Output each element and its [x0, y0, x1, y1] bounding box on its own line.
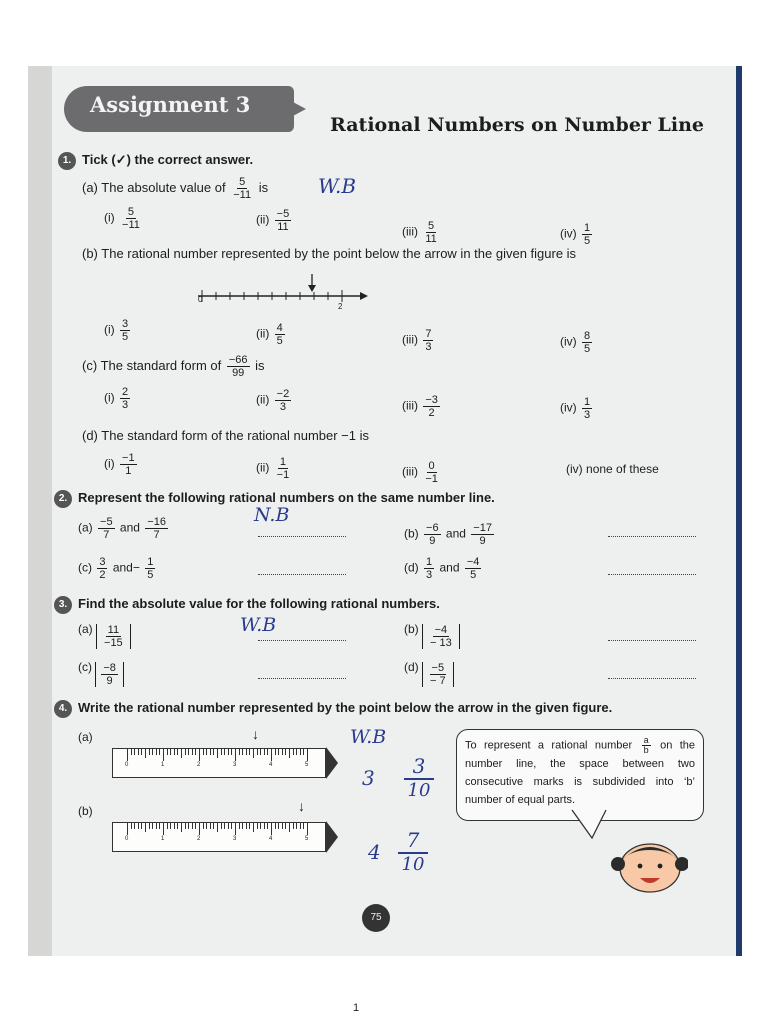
q1b-line-end: 2 [338, 302, 343, 311]
ruler-tick [303, 749, 304, 755]
q1b-option-iii[interactable]: (iii) $\frac{7}{3}$ [402, 328, 432, 353]
ruler-tick [145, 749, 146, 758]
ruler-tick [188, 823, 189, 829]
q1b-option-i[interactable]: (i) $\frac{3}{5}$ [104, 318, 129, 343]
q1a-option-i[interactable]: (i) $\frac{5}{-11}$ [104, 206, 140, 231]
q4a-label: (a) [78, 730, 93, 744]
worksheet-page [28, 66, 742, 956]
ruler-tick [242, 749, 243, 755]
ruler-tick [289, 749, 290, 758]
q4b-ruler-label-1: 1 [161, 836, 165, 842]
ruler-tick [127, 823, 128, 835]
q3c-answer-line[interactable] [258, 666, 346, 679]
q4a-ruler-label-0: 0 [125, 762, 129, 768]
ruler-tick [231, 823, 232, 829]
q1c-prompt: (c) The standard form of $\frac{-66}{99}$ is [82, 354, 265, 379]
ruler-tick [282, 823, 283, 829]
q1b-number-line [194, 272, 374, 316]
ruler-tick [174, 749, 175, 755]
q4b-ruler-label-5: 5 [305, 836, 309, 842]
q4a-ruler-label-4: 4 [269, 762, 273, 768]
ruler-tick [195, 749, 196, 755]
q1b-option-iv[interactable]: (iv) $\frac{8}{5}$ [560, 330, 591, 355]
q1c-option-ii[interactable]: (ii) $\frac{-2}{3}$ [256, 388, 290, 413]
q2b-expression: (b) $\frac{-6}{9}$ and $\frac{-17}{9}$ [404, 522, 492, 547]
ruler-tick [134, 749, 135, 755]
ruler-tick [296, 823, 297, 829]
ruler-tick [253, 749, 254, 758]
ruler-tick [296, 749, 297, 755]
ruler-tick [174, 823, 175, 829]
ruler-tick [152, 823, 153, 829]
ruler-tick [235, 749, 236, 761]
q4b-answer-num: 7 [398, 828, 428, 854]
ruler-tick [206, 749, 207, 755]
ruler-tick [307, 823, 308, 835]
ruler-tick [210, 749, 211, 755]
q3b-expression: (b) $\frac{-4}{- 13}$ [404, 622, 460, 649]
ruler-tick [271, 823, 272, 835]
ruler-tick [170, 823, 171, 829]
q2d-answer-line[interactable] [608, 562, 696, 575]
ruler-tick [167, 749, 168, 755]
ruler-tick [213, 749, 214, 755]
ruler-tick [260, 823, 261, 829]
ruler-tick [249, 823, 250, 829]
q1a-prompt: (a) The absolute value of $\frac{5}{-11}$ is [82, 176, 269, 201]
ruler-tick [217, 749, 218, 758]
ruler-tick [228, 823, 229, 829]
q4a-ruler [112, 748, 326, 778]
ruler-tick [249, 749, 250, 755]
ruler-tick [264, 749, 265, 755]
mascot-girl-icon [558, 806, 688, 896]
ruler-tick [260, 749, 261, 755]
ruler-tick [152, 749, 153, 755]
question-4-heading: Write the rational number represented by the point below the arrow in the given figure. [78, 700, 613, 715]
ruler-tick [177, 749, 178, 755]
question-4-number: 4. [54, 700, 72, 718]
ruler-tick [149, 749, 150, 755]
q1c-option-i[interactable]: (i) $\frac{2}{3}$ [104, 386, 129, 411]
ruler-tick [156, 823, 157, 829]
ruler-tick [267, 823, 268, 829]
q4b-ruler-label-2: 2 [197, 836, 201, 842]
ruler-tick [159, 749, 160, 755]
q1c-option-iii[interactable]: (iii) $\frac{-3}{2}$ [402, 394, 438, 419]
ruler-tick [228, 749, 229, 755]
q4b-answer-whole: 4 [368, 840, 381, 864]
q4b-ruler-end [326, 821, 338, 853]
ruler-tick [278, 823, 279, 829]
ruler-tick [267, 749, 268, 755]
ruler-tick [141, 749, 142, 755]
ruler-tick [131, 749, 132, 755]
ruler-tick [307, 749, 308, 761]
footer-number: 1 [353, 1002, 360, 1014]
q1a-option-ii[interactable]: (ii) $\frac{-5}{11}$ [256, 208, 290, 233]
ruler-tick [278, 749, 279, 755]
q2a-handwritten-note: N.B [254, 504, 290, 526]
chapter-title: Rational Numbers on Number Line [330, 114, 705, 136]
hint-callout: To represent a rational number $\frac{a}{b}$ on the number line, the space between two consecutive marks is subdivided into ‘b’ number of equal parts. [456, 729, 704, 821]
ruler-tick [271, 749, 272, 761]
ruler-tick [264, 823, 265, 829]
page-edge [736, 66, 742, 956]
ruler-tick [224, 823, 225, 829]
ruler-tick [141, 823, 142, 829]
q1a-option-iii[interactable]: (iii) $\frac{5}{11}$ [402, 220, 437, 245]
ruler-tick [199, 749, 200, 761]
ruler-tick [239, 823, 240, 829]
q4b-answer-den: 10 [401, 854, 425, 875]
previous-page-edge [28, 66, 52, 956]
ruler-tick [246, 823, 247, 829]
ruler-tick [300, 823, 301, 829]
q4a-ruler-label-1: 1 [161, 762, 165, 768]
q1d-option-iv[interactable]: (iv) none of these [566, 462, 659, 476]
q4a-answer-den: 10 [407, 780, 431, 801]
question-3-number: 3. [54, 596, 72, 614]
ruler-tick [188, 749, 189, 755]
ruler-tick [224, 749, 225, 755]
ruler-tick [127, 749, 128, 761]
ruler-tick [235, 823, 236, 835]
q2b-answer-line[interactable] [608, 524, 696, 537]
q1d-option-i[interactable]: (i) $\frac{-1}{1}$ [104, 452, 135, 477]
q3d-expression: (d) $\frac{-5}{- 7}$ [404, 660, 454, 687]
question-2-heading: Represent the following rational numbers on the same number line. [78, 490, 495, 505]
q4a-answer-num: 3 [404, 754, 434, 780]
ruler-tick [275, 749, 276, 755]
ruler-tick [213, 823, 214, 829]
ruler-tick [181, 749, 182, 758]
ruler-tick [177, 823, 178, 829]
q2a-answer-line[interactable] [258, 524, 346, 537]
q1d-prompt: (d) The standard form of the rational number −1 is [82, 428, 370, 443]
q3d-answer-line[interactable] [608, 666, 696, 679]
q4b-ruler [112, 822, 326, 852]
q1b-prompt: (b) The rational number represented by the point below the arrow in the given figure is [82, 246, 577, 261]
ruler-tick [156, 749, 157, 755]
q4a-answer-whole: 3 [362, 766, 375, 790]
q1b-option-ii[interactable]: (ii) $\frac{4}{5}$ [256, 322, 283, 347]
ruler-tick [257, 749, 258, 755]
q4a-arrow-icon: ↓ [252, 726, 259, 742]
ruler-tick [203, 823, 204, 829]
ruler-tick [192, 823, 193, 829]
ruler-tick [210, 823, 211, 829]
ruler-tick [246, 749, 247, 755]
ruler-tick [239, 749, 240, 755]
q1c-option-iv[interactable]: (iv) $\frac{1}{3}$ [560, 396, 591, 421]
ruler-tick [163, 749, 164, 761]
ruler-tick [285, 823, 286, 829]
q3b-answer-line[interactable] [608, 628, 696, 641]
ruler-tick [242, 823, 243, 829]
ruler-tick [203, 749, 204, 755]
ruler-tick [185, 823, 186, 829]
ruler-tick [192, 749, 193, 755]
ruler-tick [253, 823, 254, 832]
page-number: 75 [362, 904, 390, 932]
question-3-heading: Find the absolute value for the following rational numbers. [78, 596, 440, 611]
ruler-tick [159, 823, 160, 829]
q2c-answer-line[interactable] [258, 562, 346, 575]
question-1-heading: Tick (✓) the correct answer. [82, 152, 254, 167]
q4b-label: (b) [78, 804, 93, 818]
q3a-handwritten-note: W.B [240, 614, 277, 636]
ruler-tick [138, 823, 139, 829]
ruler-tick [185, 749, 186, 755]
q4a-handwritten-note: W.B [350, 726, 387, 748]
q1a-handwritten-note: W.B [318, 174, 357, 198]
ruler-tick [149, 823, 150, 829]
ruler-tick [131, 823, 132, 829]
q1d-option-iii[interactable]: (iii) $\frac{0}{-1}$ [402, 460, 438, 485]
q1d-option-ii[interactable]: (ii) $\frac{1}{-1}$ [256, 456, 290, 481]
q4b-ruler-label-0: 0 [125, 836, 129, 842]
q4a-ruler-label-3: 3 [233, 762, 237, 768]
q1b-line-start: 0 [198, 295, 203, 304]
ruler-tick [303, 823, 304, 829]
q4a-ruler-end [326, 747, 338, 779]
question-1-number: 1. [58, 152, 76, 170]
q3c-expression: (c) $\frac{-8}{9}$ [78, 660, 124, 687]
q1a-option-iv[interactable]: (iv) $\frac{1}{5}$ [560, 222, 591, 247]
ruler-tick [221, 749, 222, 755]
ruler-tick [134, 823, 135, 829]
ruler-tick [231, 749, 232, 755]
q4a-ruler-label-5: 5 [305, 762, 309, 768]
ruler-tick [257, 823, 258, 829]
ruler-tick [221, 823, 222, 829]
ruler-tick [293, 823, 294, 829]
q4b-arrow-icon: ↓ [298, 798, 305, 814]
q3a-answer-line[interactable] [258, 628, 346, 641]
q3a-expression: (a) $\frac{11}{-15}$ [78, 622, 131, 649]
banner-pencil-tip [278, 94, 306, 124]
ruler-tick [206, 823, 207, 829]
ruler-tick [195, 823, 196, 829]
ruler-tick [170, 749, 171, 755]
ruler-tick [138, 749, 139, 755]
q2a-expression: (a) $\frac{-5}{7}$ and $\frac{-16}{7}$ [78, 516, 166, 541]
q2c-expression: (c) $\frac{3}{2}$ and− $\frac{1}{5}$ [78, 556, 154, 581]
q4b-ruler-label-3: 3 [233, 836, 237, 842]
ruler-tick [167, 823, 168, 829]
ruler-tick [300, 749, 301, 755]
ruler-tick [282, 749, 283, 755]
q2d-expression: (d) $\frac{1}{3}$ and $\frac{-4}{5}$ [404, 556, 480, 581]
ruler-tick [217, 823, 218, 832]
ruler-tick [275, 823, 276, 829]
ruler-tick [145, 823, 146, 832]
q4a-ruler-label-2: 2 [197, 762, 201, 768]
ruler-tick [163, 823, 164, 835]
ruler-tick [199, 823, 200, 835]
assignment-label: Assignment 3 [90, 92, 251, 117]
ruler-tick [181, 823, 182, 832]
ruler-tick [293, 749, 294, 755]
ruler-tick [289, 823, 290, 832]
ruler-tick [285, 749, 286, 755]
q4b-ruler-label-4: 4 [269, 836, 273, 842]
question-2-number: 2. [54, 490, 72, 508]
